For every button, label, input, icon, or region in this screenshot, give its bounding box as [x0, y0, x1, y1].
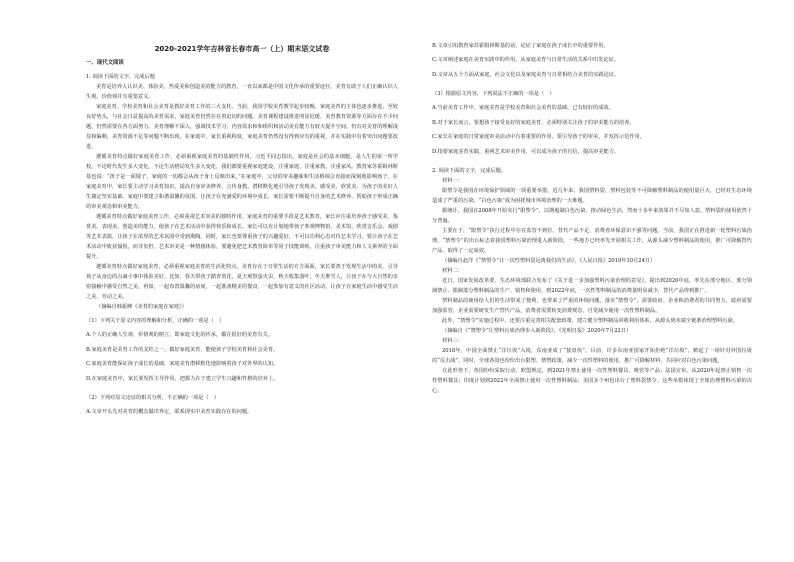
material-paragraph: 在此形势下，各国纷纷采取行动。欧盟规定，到2021年禁止使用一次性塑料餐具、吸管等产品；法国宣布，从2020年起禁止销售一次性塑料餐具；印度计划到2022年全面禁止使用一次性塑料制品；美国多个州也出台了塑料袋禁令。这些举措体现了全球治理塑料污染的决心。 [432, 367, 752, 394]
material-paragraph: 限塑令是我国在环境保护领域的一项重要举措，近几年来，我国塑料袋、塑料包装等不可降解塑料制品的使用量巨大，已经对生态环境造成了严重的污染。“白色污染”成为困扰城市环境治理的一大难题。 [432, 187, 752, 204]
passage-paragraph: 遵循美育特点做好家庭美育工作，必须重视艺术审美的独特作用。家庭美育的重要手段是艺术教育，家长应注重培养孩子感受美、鉴赏美、表现美、创造美的能力，使孩子在艺术活动中获得快乐和成长。家长可以有计划地带孩子参观博物馆、美术馆，欣赏音乐会、戏剧等艺术表演，让孩子在浓厚的艺术氛围中受到熏陶。同时，家长也要尊重孩子的兴趣爱好，不可以功利心态对待艺术学习，要让孩子在艺术活动中收获愉悦，而非负担。艺术审美是一种情感体验，要避免把艺术教育简单等同于技能训练，注重孩子审美能力和人文素养的全面提升。 [86, 213, 398, 260]
material-label: 材料一： [442, 177, 463, 184]
question-2: （2）下列对原文论证的相关分析，不正确的一项是（ ） [86, 394, 219, 401]
passage-paragraph: 遵循美育特点做好家庭美育工作，必须重视家庭美育的基础性作用，习近平同志指出，家庭是社会的基本细胞，是人生的第一所学校。不论时代发生多大变化，不论生活格局发生多大变化，我们都要重视家庭建设，注重家庭、注重家教、注重家风。教育家苏霍姆林斯基也说：“孩子是一面镜子，家庭的一切都会从孩子身上反映出来。”在家庭中，父母的审美趣味和生活格调会直接而深刻地影响孩子。在家庭美育中，家长要主动学习美育知识，提高自身审美修养，言传身教，潜移默化地引导孩子发现美、感受美、欣赏美，为孩子的美好人生奠定坚实基础。家庭中要建立和谐温馨的氛围，让孩子在充满爱的环境中成长，家长需要不断提升自身的艺术修养，帮助孩子形成正确的审美观念和审美能力。 [86, 153, 398, 210]
material-paragraph: 近日，国家发展改革委、生态环境部联合发布了《关于进一步加强塑料污染治理的意见》，提出到2020年底，率先在部分地区、部分领域禁止、限制部分塑料制品的生产、销售和使用，到2022年底，一次性塑料制品的消费量明显减少，替代产品得到推广。 [432, 277, 752, 294]
passage-paragraph: 家庭美育、学校美育和社会美育是教好美育工作的三大支柱。当前，我国学校美育教学起步较晚，家庭美育的主体也逐步推进，至较良好势头，与社会日益提高的美育需求，家庭美育仍然存在着迫切的问题。美育课程建设推进明显迟缓，美育教育资源等方面存在不少问题，仍然需要在各方面努力。美育理解不深入，强调技术学习，内容需求和和组织和活动美有能力有较大提升空间。仍有对美育的理解浅显和偏颇，美育资源不足等问题不断出现。在家庭中，家长重视程度，家庭美育仍然没有得到应有的重视，并在实践中有着突出问题要改进。 [86, 103, 398, 150]
passage-paragraph: 美育是培养人认识美、体验美、热爱美和创造美的能力的教育，一直以来都是中国文化传承的重要途径。美育有助于人们正确认识人生观、价值观并有重要意义。 [86, 83, 398, 100]
option-b: B.对于家长而言，要想孩子接受良好的家庭美育，必须特别关注孩子的审美能力的培养。 [432, 119, 635, 126]
right-column [432, 42, 752, 397]
option-b: B.家庭美育是美育工作的支柱之一，做好家庭美育，能使孩子学校美育和社会美育。 [86, 346, 279, 353]
option-a: A.个人的正确人生观、价值观的树立，即家庭文化的传承，都在很好的美育有关。 [86, 332, 273, 339]
material-source: （摘编自《“禁塑令”让塑料污染治理步入新阶段》，《光明日报》2020年7月22日） [442, 327, 632, 334]
reading2-intro: 2. 阅读下面的文字，完成后题。 [432, 167, 507, 174]
option-a: A.当前美育工作中，家庭美育是学校美育和社会美育的基础，已有较好的成效。 [432, 105, 614, 112]
material-paragraph: 主要在于，“限塑令”执行过程中存在监管不到位、替代产品不足、消费者环保意识不强等问题。当前，我国正在推进新一轮塑料污染治理，“禁塑令”的出台标志着我国塑料污染治理进入新阶段。一些地方已经率先开展相关工作，从源头减少塑料制品的使用，推广可降解替代产品，取得了一定成效。 [432, 227, 752, 254]
option-d: D.文章从五个方面从家庭、社会文化以及家庭美育与日常相结合美育的实践论证。 [432, 71, 620, 78]
option-c: C.文章阐述家庭在美育实践中的作用，从家庭美育与日常生活的关系中出发论证。 [432, 57, 619, 64]
option-d: D.在家庭美育中，家长要发挥主导作用，把握力在于建立学生兴趣和性格的培养上。 [86, 375, 279, 382]
question-1: （1）下列关于原文内容的理解和分析，正确的一项是（ ） [86, 318, 225, 324]
material-label: 材料三： [442, 337, 463, 344]
option-a: A.文章开头先对美育的概念做出界定，联系现实中美育实践存在的问题。 [86, 409, 253, 416]
material-paragraph: 此外，“禁塑令”实施过程中，还要注重完善相关配套政策，建立健全塑料制品回收利用体系，从源头到末端全链条治理塑料污染。 [442, 317, 738, 324]
question-3: （3）根据原文内容，下列说法不正确的一项是（ ） [432, 90, 555, 97]
material-paragraph: 2018年，中国全面禁止“洋垃圾”入境，东南亚成了“接盘侠”。目前，许多东南亚国家开始拒绝“洋垃圾”，掀起了一场针对外国垃圾的“反击战”。同时，全球各国也纷纷出台限塑、禁塑政策，减少一次性塑料的使用，推广可降解材料，共同应对白色污染问题。 [432, 347, 752, 364]
option-d: D.指要家庭美育实践，重视艺术审美作用，可以成为孩子的自信，提高审美能力。 [432, 148, 620, 155]
material-paragraph: 塑料制品的使用给人们的生活带来了便利，也带来了严重的环境问题。落实“禁塑令”，需要政府、企业和消费者的共同努力，政府需要加强监管，企业需要研发生产替代产品，消费者需要转变消费观念，自觉减少使用一次性塑料制品。 [432, 297, 752, 314]
reading1-intro: 1. 阅读下面的文字，完成后题 [86, 73, 155, 80]
left-column [86, 58, 398, 418]
option-c: C.家庭美育能保证孩子成长的基础，家庭美育潜移默化地影响着孩子对外界的认知。 [86, 361, 279, 368]
material-label: 材料二： [442, 267, 463, 274]
option-b: B.文章引用教育家苏霍姆林斯基的话，论证了家庭在孩子成长中的重要作用。 [432, 43, 609, 49]
material-paragraph: 据统计，我国在2008年开始实行“限塑令”，以期遏制白色污染，推动绿色生活，然而十多年来效果并不尽如人意，塑料袋的使用依然十分普遍。 [432, 207, 752, 224]
option-c: C.家长在家庭的日常家庭审美活动中有着重要的作用，要引导孩子的审美，并发挥示范作用。 [432, 134, 645, 141]
exam-title: 2020-2021学年吉林省长春市高一（上）期末语文试卷 [154, 45, 330, 53]
passage-source: （摘编自韩振峰《美育的家庭在家庭》） [96, 303, 187, 310]
passage-paragraph: 遵循美育特点做好家庭美育，必须重视家庭美育的生活化特点。美育存在于日常生活的方方面面，家长要善于发现生活中的美，引导孩子从身边的点滴小事中体验美好。比如，春天带孩子踏青赏花，夏天观察萤火虫，秋天收集落叶，冬天堆雪人，让孩子在与大自然的亲密接触中感受自然之美。再如，一起布置温馨的房间，一起准备精美的餐食，一起参加有意义的社区活动，让孩子在家庭生活中感受生活之美、劳动之美。 [86, 263, 398, 300]
section-heading: 一、现代文阅读 [86, 60, 124, 66]
material-source: （摘编自赵洋《“禁塑令”让一次性塑料袋远离我们的生活》，《人民日报》2019年10月24日） [442, 257, 656, 264]
